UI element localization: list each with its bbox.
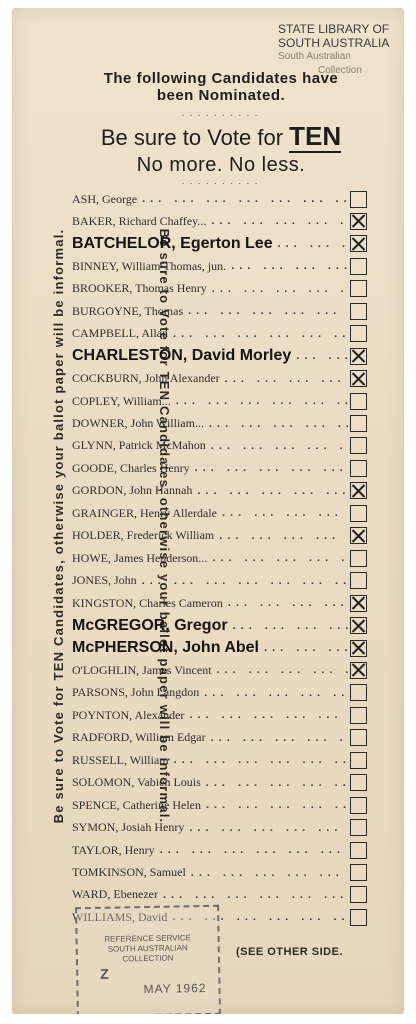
candidate-row bbox=[72, 637, 367, 659]
vote-box[interactable] bbox=[350, 572, 367, 589]
vote-box-marked[interactable] bbox=[350, 213, 367, 230]
candidate-row bbox=[72, 772, 367, 794]
vote-box[interactable] bbox=[350, 729, 367, 746]
library-stamp-line1: STATE LIBRARY OF bbox=[278, 22, 390, 36]
candidate-row bbox=[72, 480, 367, 502]
vote-instruction-text: Be sure to Vote for bbox=[100, 125, 290, 150]
leader-dots bbox=[214, 530, 348, 542]
candidate-name: COPLEY, William... bbox=[72, 393, 171, 408]
candidate-name: SYMON, Josiah Henry bbox=[72, 820, 185, 835]
leader-dots bbox=[186, 867, 348, 879]
candidate-name: GORDON, John Hannah bbox=[72, 483, 193, 498]
leader-dots bbox=[223, 597, 348, 609]
stamp-line3: COLLECTION bbox=[122, 953, 174, 964]
vote-box[interactable] bbox=[350, 415, 367, 432]
candidate-row bbox=[72, 615, 367, 637]
candidate-name: TOMKINSON, Samuel bbox=[72, 865, 186, 879]
vote-box[interactable] bbox=[350, 505, 367, 522]
leader-dots bbox=[226, 260, 348, 272]
vote-box[interactable] bbox=[350, 550, 367, 567]
leader-dots bbox=[291, 350, 348, 362]
leader-dots bbox=[168, 328, 348, 340]
vote-box[interactable] bbox=[350, 191, 367, 208]
vote-box-marked[interactable] bbox=[350, 370, 367, 387]
leader-dots bbox=[183, 305, 348, 317]
candidate-row bbox=[72, 278, 367, 300]
vote-box[interactable] bbox=[350, 752, 367, 769]
vote-box[interactable] bbox=[350, 280, 367, 297]
leader-dots bbox=[201, 777, 348, 789]
candidate-row bbox=[72, 682, 367, 704]
leader-dots bbox=[184, 709, 348, 721]
candidate-name: CAMPBELL, Allan bbox=[72, 326, 169, 341]
candidate-row bbox=[72, 188, 367, 210]
vote-box[interactable] bbox=[350, 842, 367, 859]
candidate-row bbox=[72, 502, 367, 524]
side-instruction-left: Be sure to Vote for TEN Candidates, otherwise your ballot paper will be informal. bbox=[51, 228, 66, 824]
vote-box-marked[interactable] bbox=[350, 348, 367, 365]
candidate-name: O'LOGHLIN, James Vincent bbox=[72, 662, 212, 677]
nominated-heading bbox=[56, 70, 386, 104]
leader-dots bbox=[206, 732, 348, 744]
leader-dots bbox=[207, 552, 348, 564]
candidate-row bbox=[72, 210, 367, 232]
vote-instruction bbox=[56, 121, 386, 151]
leader-dots bbox=[171, 395, 348, 407]
leader-dots bbox=[184, 822, 348, 834]
candidate-name: McGREGOR, Gregor bbox=[72, 616, 228, 634]
side-instruction-right: Be sure to Vote for TEN Candidates, otherwise your ballot paper will be informal. bbox=[157, 228, 172, 824]
candidate-name: TAYLOR, Henry bbox=[72, 842, 155, 857]
vote-box[interactable] bbox=[350, 864, 367, 881]
candidate-name: BAKER, Richard Chaffey... bbox=[72, 213, 207, 228]
vote-box[interactable] bbox=[350, 774, 367, 791]
candidate-row bbox=[72, 794, 367, 816]
stamp-letter: Z bbox=[100, 965, 109, 982]
leader-dots bbox=[228, 620, 348, 632]
candidate-name: GRAINGER, Henry Allerdale bbox=[72, 505, 217, 520]
vote-box[interactable] bbox=[350, 437, 367, 454]
candidate-name: GLYNN, Patrick McMahon bbox=[72, 438, 206, 453]
candidate-row bbox=[72, 300, 367, 322]
vote-box[interactable] bbox=[350, 797, 367, 814]
candidate-row bbox=[72, 435, 367, 457]
vote-box[interactable] bbox=[350, 325, 367, 342]
candidate-row bbox=[72, 390, 367, 412]
candidate-name: ASH, George bbox=[72, 191, 138, 206]
candidate-row bbox=[72, 817, 367, 839]
candidate-row bbox=[72, 839, 367, 861]
candidate-row bbox=[72, 862, 367, 884]
reference-service-stamp bbox=[75, 905, 221, 1014]
vote-box-marked[interactable] bbox=[350, 640, 367, 657]
candidate-row bbox=[72, 704, 367, 726]
candidate-name: SPENCE, Catherine Helen bbox=[72, 797, 201, 812]
leader-dots bbox=[201, 799, 348, 811]
leader-dots bbox=[206, 215, 348, 227]
leader-dots bbox=[158, 889, 348, 901]
candidate-row bbox=[72, 749, 367, 771]
leader-dots bbox=[207, 283, 348, 295]
candidate-row bbox=[72, 368, 367, 390]
candidate-name: RUSSELL, William bbox=[72, 752, 169, 767]
candidate-row bbox=[72, 457, 367, 479]
candidate-name: HOLDER, Frederick William bbox=[72, 528, 215, 543]
candidate-row bbox=[72, 413, 367, 435]
vote-count-emphasis: TEN bbox=[289, 121, 342, 151]
see-other-side-note: (SEE OTHER SIDE. bbox=[236, 946, 344, 958]
leader-dots bbox=[137, 193, 348, 205]
candidate-name: BROOKER, Thomas Henry bbox=[72, 281, 207, 296]
vote-box[interactable] bbox=[350, 707, 367, 724]
candidate-row bbox=[72, 570, 367, 592]
candidate-name: BATCHELOR, Egerton Lee bbox=[72, 234, 273, 252]
candidate-name: SOLOMON, Vabien Louis bbox=[72, 775, 201, 790]
candidate-name: WILLIAMS, David bbox=[72, 909, 168, 924]
vote-box-marked[interactable] bbox=[350, 617, 367, 634]
ballot-paper bbox=[12, 8, 404, 1014]
vote-box[interactable] bbox=[350, 460, 367, 477]
candidate-name: BURGOYNE, Thomas bbox=[72, 303, 184, 318]
candidate-row bbox=[72, 547, 367, 569]
library-stamp-line4: Collection bbox=[318, 65, 362, 76]
candidate-row bbox=[72, 345, 367, 367]
candidate-row bbox=[72, 727, 367, 749]
candidate-row bbox=[72, 233, 367, 255]
leader-dots bbox=[199, 687, 348, 699]
candidate-row bbox=[72, 525, 367, 547]
candidate-name: HOWE, James Henderson... bbox=[72, 550, 208, 565]
leader-dots bbox=[273, 238, 348, 250]
candidate-name: BINNEY, William Thomas, jun. bbox=[72, 258, 227, 273]
leader-dots bbox=[206, 440, 348, 452]
library-stamp-line2: SOUTH AUSTRALIA bbox=[278, 36, 390, 50]
candidate-name: CHARLESTON, David Morley bbox=[72, 347, 292, 365]
candidate-name: GOODE, Charles Henry bbox=[72, 460, 190, 475]
candidate-name: McPHERSON, John Abel bbox=[72, 639, 259, 656]
leader-dots bbox=[217, 507, 348, 519]
vote-box[interactable] bbox=[350, 909, 367, 926]
no-more-no-less: No more. No less. bbox=[136, 154, 306, 176]
candidate-name: DOWNER, John William... bbox=[72, 416, 204, 430]
vote-box[interactable] bbox=[350, 886, 367, 903]
candidate-row bbox=[72, 659, 367, 681]
candidate-row bbox=[72, 592, 367, 614]
stamp-date: MAY 1962 bbox=[143, 980, 207, 997]
vote-box[interactable] bbox=[350, 684, 367, 701]
leader-dots bbox=[259, 642, 348, 654]
leader-dots bbox=[212, 664, 348, 676]
leader-dots bbox=[220, 373, 348, 385]
leader-dots bbox=[204, 418, 348, 430]
nominated-heading-line2: been Nominated. bbox=[156, 87, 286, 104]
nominated-heading-line1: The following Candidates have bbox=[103, 70, 339, 87]
leader-dots bbox=[192, 485, 348, 497]
candidate-name: PARSONS, John Langdon bbox=[72, 685, 200, 700]
candidate-row bbox=[72, 323, 367, 345]
vote-box[interactable] bbox=[350, 258, 367, 275]
stamp-line1: REFERENCE SERVICE bbox=[104, 933, 191, 944]
leader-dots bbox=[190, 462, 348, 474]
vote-box-marked[interactable] bbox=[350, 662, 367, 679]
vote-box[interactable] bbox=[350, 303, 367, 320]
candidate-name: COCKBURN, John Alexander bbox=[72, 371, 220, 386]
vote-box-marked[interactable] bbox=[350, 527, 367, 544]
candidate-name: KINGSTON, Charles Cameron bbox=[72, 595, 223, 610]
vote-box-marked[interactable] bbox=[350, 595, 367, 612]
leader-dots bbox=[169, 754, 348, 766]
divider: · · · · · · · · · · bbox=[181, 178, 259, 189]
candidate-row bbox=[72, 255, 367, 277]
candidate-name: WARD, Ebenezer bbox=[72, 887, 158, 902]
divider: · · · · · · · · · · bbox=[181, 110, 259, 121]
vote-box-marked[interactable] bbox=[350, 235, 367, 252]
leader-dots bbox=[137, 575, 348, 587]
stamp-line2: SOUTH AUSTRALIAN bbox=[107, 943, 188, 954]
candidate-row bbox=[72, 884, 367, 906]
vote-box[interactable] bbox=[350, 393, 367, 410]
candidate-name: POYNTON, Alexander bbox=[72, 707, 185, 722]
vote-box[interactable] bbox=[350, 819, 367, 836]
vote-box-marked[interactable] bbox=[350, 482, 367, 499]
library-stamp-line3: South Australian bbox=[278, 51, 351, 62]
candidate-name: RADFORD, William Edgar bbox=[72, 730, 206, 745]
candidate-name: JONES, John bbox=[72, 573, 137, 588]
leader-dots bbox=[155, 844, 348, 856]
